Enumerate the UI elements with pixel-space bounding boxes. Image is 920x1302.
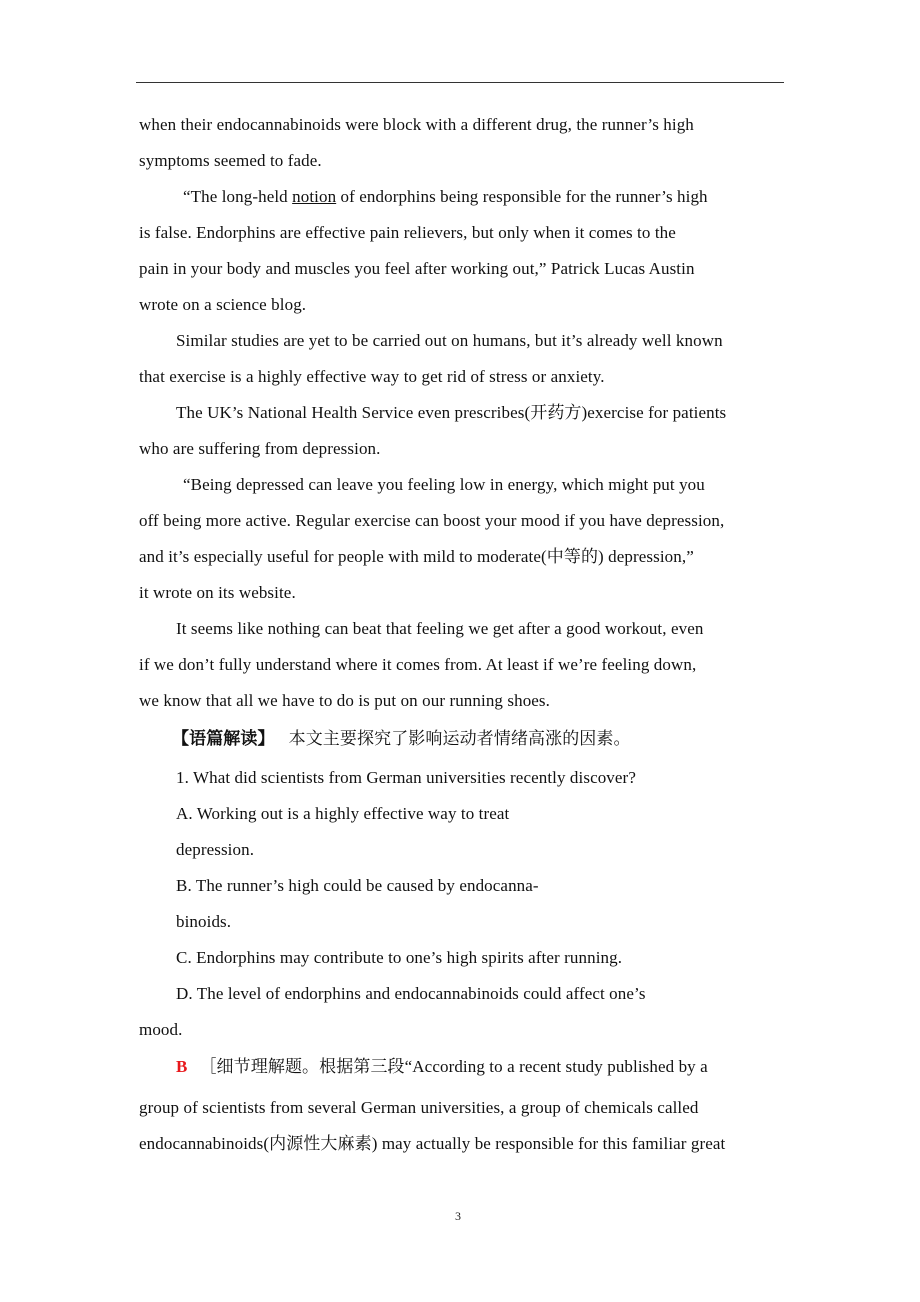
paragraph-line: Similar studies are yet to be carried out on humans, but it’s already well known (176, 331, 723, 350)
paragraph-line: wrote on a science blog. (139, 295, 307, 314)
option-d: D. The level of endorphins and endocannabinoids could affect one’s (176, 984, 646, 1003)
paragraph-line (183, 187, 708, 207)
paragraph-line: is false. Endorphins are effective pain relievers, but only when it comes to the (139, 223, 676, 242)
quote-rest: of endorphins being responsible for the runner’s high (336, 187, 708, 206)
paragraph-line: It seems like nothing can beat that feeling we get after a good workout, even (176, 619, 704, 638)
option-d-cont: mood. (139, 1020, 183, 1039)
paragraph-line: that exercise is a highly effective way to get rid of stress or anxiety. (139, 367, 605, 386)
page-number: 3 (455, 1209, 461, 1223)
paragraph-line: pain in your body and muscles you feel after working out,” Patrick Lucas Austin (139, 259, 695, 278)
paragraph-line: “Being depressed can leave you feeling low in energy, which might put you (183, 475, 705, 494)
paragraph-line: we know that all we have to do is put on our running shoes. (139, 691, 551, 710)
paragraph-line: off being more active. Regular exercise can boost your mood if you have depression, (139, 511, 725, 530)
option-b: B. The runner’s high could be caused by endocanna- (176, 876, 539, 895)
answer-letter: B (176, 1057, 188, 1076)
answer-explanation: ［细节理解题。根据第三段“According to a recent study published by a (199, 1057, 708, 1076)
header-rule (136, 82, 784, 83)
paragraph-line: who are suffering from depression. (139, 439, 381, 458)
quote-start: “The long-held (183, 187, 293, 206)
summary-line (172, 729, 631, 749)
option-a-cont: depression. (176, 840, 255, 859)
answer-line: endocannabinoids(内源性大麻素) may actually be responsible for this familiar great (139, 1134, 726, 1153)
answer-line (176, 1057, 708, 1077)
option-a: A. Working out is a highly effective way to treat (176, 804, 510, 823)
summary-text: 本文主要探究了影响运动者情绪高涨的因素。 (288, 729, 631, 748)
paragraph-line: symptoms seemed to fade. (139, 151, 322, 170)
answer-line: group of scientists from several German universities, a group of chemicals called (139, 1098, 699, 1117)
paragraph-line: when their endocannabinoids were block with a different drug, the runner’s high (139, 115, 694, 134)
paragraph-line: it wrote on its website. (139, 583, 296, 602)
option-b-cont: binoids. (176, 912, 232, 931)
question-stem: 1. What did scientists from German universities recently discover? (176, 768, 636, 787)
summary-label: 【语篇解读】 (172, 729, 275, 748)
paragraph-line: The UK’s National Health Service even prescribes(开药方)exercise for patients (176, 403, 727, 422)
paragraph-line: and it’s especially useful for people with mild to moderate(中等的) depression,” (139, 547, 694, 566)
option-c: C. Endorphins may contribute to one’s high spirits after running. (176, 948, 623, 967)
paragraph-line: if we don’t fully understand where it comes from. At least if we’re feeling down, (139, 655, 697, 674)
underlined-word: notion (292, 187, 337, 206)
